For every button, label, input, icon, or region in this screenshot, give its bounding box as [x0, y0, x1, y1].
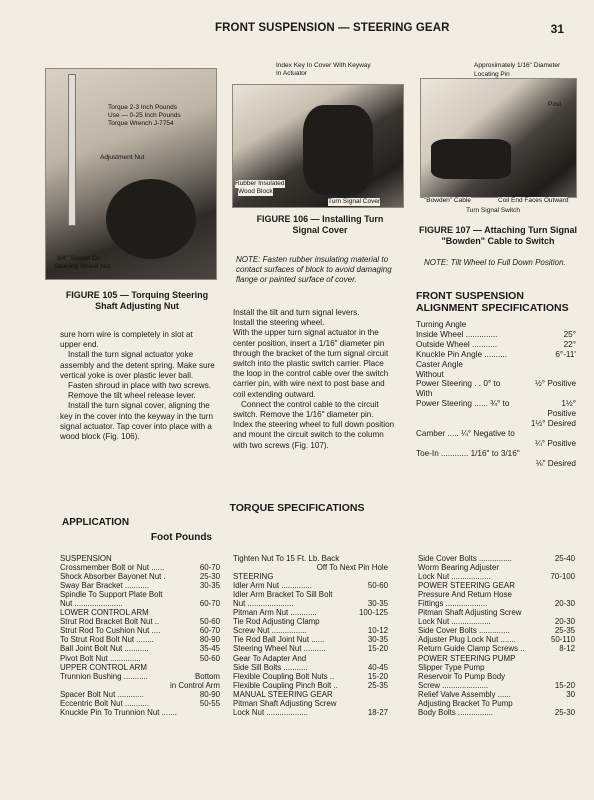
row-label: Side Sill Bolts ........... [233, 662, 308, 672]
table-row [233, 626, 388, 635]
row-label: Lock Nut .................. [418, 572, 491, 582]
row-value [573, 699, 575, 708]
row-value [218, 663, 220, 672]
row-value [218, 708, 220, 717]
row-value: 100-125 [359, 608, 388, 618]
row-value [573, 563, 575, 572]
row-label: Lock Nut ................... [233, 707, 308, 717]
spec-row [416, 360, 576, 370]
row-label: Pitman Shaft Adjusting Screw [418, 608, 522, 618]
table-row [418, 572, 575, 581]
table-row [418, 644, 575, 653]
figure-107-caption: FIGURE 107 — Attaching Turn Signal "Bowden" Cable to Switch [418, 225, 577, 246]
row-label: Caster Angle [416, 359, 463, 369]
spec-row [416, 429, 576, 439]
row-label: Screw Nut ................ [233, 626, 307, 636]
spec-row [416, 419, 576, 429]
fig107-label-4: "Bowden" Cable [424, 197, 471, 204]
row-label: Eccentric Bolt Nut ........... [60, 698, 150, 708]
page-title: FRONT SUSPENSION — STEERING GEAR [215, 22, 450, 34]
row-label: Flexible Coupling Bolt Nuts .. [233, 671, 335, 681]
row-value: 60-70 [199, 626, 220, 636]
table-row [233, 635, 388, 644]
table-row [60, 590, 220, 599]
row-label: With [416, 389, 433, 399]
figure-106-caption: FIGURE 106 — Installing Turn Signal Cover [256, 214, 384, 235]
row-value: 50-55 [199, 698, 220, 708]
spec-row [416, 340, 576, 350]
row-value: in Control Arm [170, 680, 220, 690]
table-row [233, 554, 388, 563]
table-row [60, 644, 220, 653]
table-row [233, 654, 388, 663]
row-value: Bottom [195, 671, 220, 681]
table-row [233, 690, 388, 699]
table-row [418, 617, 575, 626]
row-value [386, 554, 388, 563]
turn-signal-cover-shape [303, 105, 373, 195]
table-row [418, 590, 575, 599]
fig106-label-5: Turn Signal Cover [328, 198, 381, 205]
row-label [416, 419, 531, 429]
row-label: Side Cover Bolts ............... [418, 554, 512, 563]
row-value: 25-35 [554, 626, 575, 636]
row-value: ¼° Positive [534, 438, 576, 448]
row-label: UPPER CONTROL ARM [60, 662, 147, 672]
row-value: 22° [563, 339, 576, 349]
row-label: Adjusting Bracket To Pump [418, 698, 513, 708]
table-row [418, 654, 575, 663]
figure-105-photo [45, 68, 217, 280]
alignment-spec-list [416, 320, 576, 469]
table-row [60, 654, 220, 663]
row-label: Tie Rod Adjusting Clamp [233, 617, 320, 627]
row-label: Screw ..................... [418, 680, 489, 690]
page-header [0, 22, 594, 38]
row-label [416, 439, 535, 449]
row-label: POWER STEERING PUMP [418, 653, 516, 663]
table-row [418, 699, 575, 708]
row-label: Without [416, 369, 444, 379]
row-value: 1½° Desired [530, 419, 576, 429]
paragraph: Install the turn signal actuator yoke assembly and the detent spring. Make sure vertical yoke is over plastic lever ball. [60, 350, 215, 380]
row-value [218, 590, 220, 599]
row-value: 50-60 [199, 653, 220, 663]
row-value: 6°-11' [555, 349, 576, 359]
table-row [233, 663, 388, 672]
table-row [60, 690, 220, 699]
row-label [233, 563, 315, 572]
table-row [418, 599, 575, 608]
row-label [416, 459, 536, 469]
row-value: 30-35 [199, 581, 220, 591]
row-label: MANUAL STEERING GEAR [233, 689, 333, 699]
switch-assembly-shape [431, 139, 511, 179]
row-value: 80-90 [199, 635, 220, 645]
row-value: 25-30 [199, 572, 220, 582]
row-label: Pitman Shaft Adjusting Screw [233, 698, 337, 708]
row-value: 10-12 [367, 626, 388, 636]
table-row [233, 590, 388, 599]
row-value: 25° [563, 329, 576, 339]
table-row [233, 617, 388, 626]
row-value: 70-100 [550, 572, 575, 582]
row-label: Nut ...................... [60, 599, 123, 609]
spec-row [416, 399, 576, 409]
row-label: Strut Rod To Cushion Nut .... [60, 626, 161, 636]
fig105-label-2: Use — 0-25 Inch Pounds [108, 112, 181, 119]
fig105-label-5: 3/4" Socket On [57, 255, 101, 262]
row-label: Outside Wheel ........... [416, 339, 497, 349]
row-label: Pressure And Return Hose [418, 590, 512, 600]
row-value: 40-45 [367, 662, 388, 672]
foot-pounds-header: Foot Pounds [150, 532, 212, 543]
row-label: Flexible Coupling Pinch Bolt .. [233, 680, 338, 690]
table-row [233, 608, 388, 617]
paragraph: Install the turn signal cover, aligning the key in the cover into the keyway in the turn signal actuator. Tap cover into place with a wood block (Fig. 106). [60, 401, 213, 442]
row-label: Trunnion Bushing ........... [60, 671, 148, 681]
table-row [233, 708, 388, 717]
figure-107-photo [420, 78, 577, 198]
table-row [60, 699, 220, 708]
left-column-text [60, 330, 215, 442]
fig107-label-3: Post [548, 101, 562, 108]
row-value: 1½° [561, 399, 576, 409]
table-row [233, 563, 388, 572]
row-label: Slipper Type Pump [418, 662, 485, 672]
table-row [60, 635, 220, 644]
spec-row [416, 350, 576, 360]
row-value: ½° Positive [534, 379, 576, 389]
table-row [60, 708, 220, 717]
row-label: Steering Wheel Nut .......... [233, 644, 326, 654]
row-label: Power Steering . . 0° to [416, 379, 501, 389]
table-row [60, 681, 220, 690]
middle-column-text [233, 308, 395, 451]
steering-column-shape [106, 179, 196, 259]
row-label: Knuckle Pin To Trunnion Nut ....... [60, 707, 177, 717]
row-value [386, 590, 388, 599]
row-label: LOWER CONTROL ARM [60, 608, 149, 618]
row-label: Spacer Bolt Nut ............ [60, 689, 144, 699]
row-value: 60-70 [199, 563, 220, 573]
fig105-label-3: Torque Wrench J-7754 [108, 120, 174, 127]
row-value: 50-60 [199, 617, 220, 627]
spec-row [416, 370, 576, 380]
fig105-label-1: Torque 2-3 Inch Pounds [108, 104, 178, 111]
table-row [418, 626, 575, 635]
row-value: 35-45 [199, 644, 220, 654]
row-label: Crossmember Bolt or Nut ...... [60, 563, 165, 573]
row-label: Sway Bar Bracket ........... [60, 581, 150, 591]
fig107-label-2: Locating Pin [474, 71, 510, 78]
spec-row [416, 379, 576, 389]
row-value [573, 581, 575, 590]
row-label: Idler Arm Nut .............. [233, 581, 312, 591]
paragraph: Remove the tilt wheel release lever. [68, 391, 196, 401]
row-value: 60-70 [199, 599, 220, 609]
torque-column-2 [233, 554, 388, 717]
row-value [218, 608, 220, 617]
table-row [233, 699, 388, 708]
table-row [233, 644, 388, 653]
spec-row [416, 459, 576, 469]
row-label: Nut ..................... [233, 599, 294, 609]
table-row [60, 672, 220, 681]
table-row [418, 635, 575, 644]
row-value: 20-30 [554, 599, 575, 609]
table-row [418, 690, 575, 699]
fig105-label-6: Steering Wheel Nut [54, 263, 111, 270]
table-row [60, 663, 220, 672]
row-value: Positive [547, 409, 576, 419]
row-label: Ball Joint Bolt Nut ........... [60, 644, 149, 654]
table-row [233, 581, 388, 590]
row-value: Off To Next Pin Hole [316, 563, 388, 573]
row-label: Shock Absorber Bayonet Nut . [60, 572, 166, 582]
fig106-label-4: Wood Block [238, 188, 273, 195]
row-label: Adjuster Plug Lock Nut ....... [418, 635, 516, 645]
row-label: SUSPENSION [60, 554, 112, 563]
fig107-label-6: Turn Signal Switch [466, 207, 520, 214]
table-row [418, 581, 575, 590]
row-label: Return Guide Clamp Screws .. [418, 644, 525, 654]
row-label: Side Cover Bolts .............. [418, 626, 510, 636]
row-label: Gear To Adapter And [233, 653, 307, 663]
row-value: 20-30 [554, 617, 575, 627]
row-value: 25-35 [367, 680, 388, 690]
row-value: 15-20 [554, 680, 575, 690]
row-label: Power Steering ...... ¾° to [416, 399, 510, 409]
spec-row [416, 409, 576, 419]
row-value [386, 572, 388, 581]
spec-row [416, 389, 576, 399]
row-value [573, 663, 575, 672]
wrench-shape [68, 74, 76, 226]
row-label [416, 409, 547, 419]
row-label: Inside Wheel .............. [416, 329, 498, 339]
spec-row [416, 320, 576, 330]
paragraph: sure horn wire is completely in slot at upper end. [60, 330, 193, 350]
row-value: 30 [566, 689, 575, 699]
row-label: Pitman Arm Nut ............ [233, 608, 317, 618]
row-label: Camber ..... ¼° Negative to [416, 428, 515, 438]
table-row [233, 599, 388, 608]
fig106-label-1: Index Key In Cover With Keyway [276, 62, 371, 69]
row-value: 25-40 [554, 554, 575, 563]
table-row [418, 681, 575, 690]
row-label: Strut Rod Bracket Bolt Nut .. [60, 617, 160, 627]
fig107-label-1: Approximately 1/16" Diameter [474, 62, 561, 69]
fig105-label-4: Adjustment Nut [100, 154, 145, 161]
table-row [233, 672, 388, 681]
paragraph: Install the steering wheel. [233, 318, 325, 328]
figure-107-note: NOTE: Tilt Wheel to Full Down Position. [424, 258, 566, 267]
row-value [218, 554, 220, 563]
row-label: Relief Valve Assembly ...... [418, 689, 511, 699]
row-value: 8-12 [559, 644, 575, 654]
table-row [60, 626, 220, 635]
table-row [418, 708, 575, 717]
row-value [573, 590, 575, 599]
row-label: Idler Arm Bracket To Sill Bolt [233, 590, 333, 600]
table-row [60, 563, 220, 572]
row-value: ⅛" Desired [535, 458, 576, 468]
row-label: Toe-In ............ 1/16" to 3/16" [416, 448, 520, 458]
table-row [418, 608, 575, 617]
spec-row [416, 439, 576, 449]
row-value: 80-90 [199, 689, 220, 699]
paragraph: Install the tilt and turn signal levers. [233, 308, 360, 317]
row-label: Turning Angle [416, 320, 467, 329]
row-value: 50-110 [551, 635, 575, 645]
table-row [233, 681, 388, 690]
table-row [60, 617, 220, 626]
row-label: Tie Rod Ball Joint Nut ...... [233, 635, 325, 645]
table-row [60, 599, 220, 608]
figure-106-note: NOTE: Fasten rubber insulating material to contact surfaces of block to avoid damaging flange or painted surface of cover. [236, 255, 392, 284]
fig107-label-5: Coil End Faces Outward [498, 197, 569, 204]
table-row [418, 563, 575, 572]
row-label: Lock Nut .................. [418, 617, 491, 627]
row-label: To Strut Rod Bolt Nut ........ [60, 635, 154, 645]
row-label: Tighten Nut To 15 Ft. Lb. Back [233, 554, 340, 563]
page-number: 31 [550, 22, 564, 36]
row-value [386, 699, 388, 708]
row-label: Spindle To Support Plate Bolt [60, 590, 163, 600]
row-label: Body Bolts ................ [418, 707, 493, 717]
table-row [418, 554, 575, 563]
row-value: 50-60 [367, 581, 388, 591]
row-value: 30-35 [367, 599, 388, 609]
alignment-heading: FRONT SUSPENSION ALIGNMENT SPECIFICATIONS [416, 290, 569, 314]
torque-title: TORQUE SPECIFICATIONS [229, 502, 365, 514]
row-value [573, 654, 575, 663]
row-value: 18-27 [367, 707, 388, 717]
table-row [418, 672, 575, 681]
row-value: 15-20 [367, 671, 388, 681]
row-value [573, 672, 575, 681]
torque-column-1 [60, 554, 220, 717]
fig106-label-2: In Actuator [276, 70, 308, 77]
row-value: 30-35 [367, 635, 388, 645]
row-label: Fittings ................... [418, 599, 488, 609]
row-label: Pivot Bolt Nut .............. [60, 653, 141, 663]
row-label [60, 681, 168, 690]
spec-row [416, 449, 576, 459]
row-value [386, 654, 388, 663]
table-row [418, 663, 575, 672]
row-value: 15-20 [367, 644, 388, 654]
row-label: Worm Bearing Adjuster [418, 563, 499, 573]
application-header: APPLICATION [62, 517, 130, 528]
fig106-label-3: Rubber Insulated [235, 180, 285, 187]
table-row [60, 572, 220, 581]
figure-105-caption: FIGURE 105 — Torquing Steering Shaft Adjusting Nut [65, 290, 209, 311]
row-value [386, 690, 388, 699]
paragraph: With the upper turn signal actuator in the center position, insert a 1/16" diameter pin through the bracket of the turn signal circuit switch into the plastic switch carrier. Place the loop in the control cable over the switch carrier pin, with wire next to post base and coil extending outward. [233, 328, 389, 399]
row-label: STEERING [233, 572, 274, 582]
table-row [60, 581, 220, 590]
table-row [233, 572, 388, 581]
row-label: Knuckle Pin Angle .......... [416, 349, 508, 359]
table-row [60, 608, 220, 617]
row-value: 25-30 [554, 707, 575, 717]
table-row [60, 554, 220, 563]
row-label: POWER STEERING GEAR [418, 581, 515, 591]
row-value [386, 617, 388, 626]
row-label: Reservoir To Pump Body [418, 671, 506, 681]
row-value [573, 608, 575, 617]
torque-column-3 [418, 554, 575, 717]
spec-row [416, 330, 576, 340]
paragraph: Fasten shroud in place with two screws. [68, 381, 212, 391]
paragraph: Connect the control cable to the circuit switch. Remove the 1/16" diameter pin. Index the steering wheel to full down position and mount the circuit switch to the column with two screws (Fig. 107). [233, 399, 395, 450]
